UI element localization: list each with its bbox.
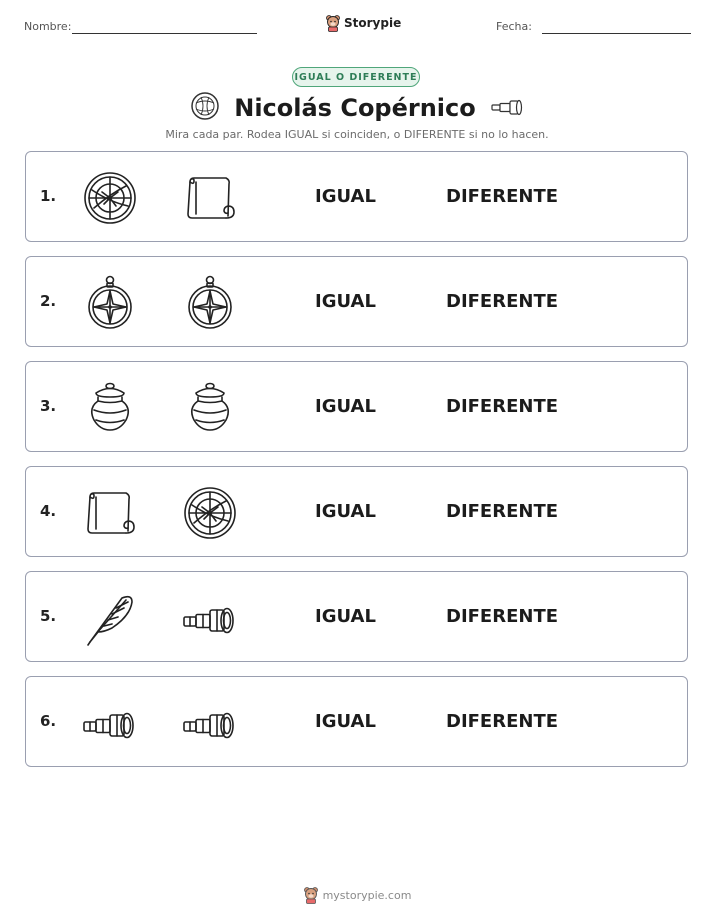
row-number: 5.: [40, 607, 57, 625]
option-different[interactable]: DIFERENTE: [446, 606, 559, 627]
pair-row: [25, 256, 688, 347]
armillary-sphere-icon: [82, 170, 138, 226]
row-number: 1.: [40, 187, 57, 205]
pair-row: [25, 361, 688, 452]
pot-icon: [182, 380, 238, 436]
option-same[interactable]: IGUAL: [315, 711, 376, 732]
row-number: 4.: [40, 502, 57, 520]
row-number: 3.: [40, 397, 57, 415]
footer: [0, 884, 714, 906]
quill-icon: [82, 590, 138, 646]
name-label: Nombre:: [24, 20, 72, 33]
brand-name: Storypie: [344, 16, 402, 30]
option-different[interactable]: DIFERENTE: [446, 291, 559, 312]
bear-mascot-icon: [325, 14, 341, 32]
scroll-icon: [182, 170, 238, 226]
instructions: Mira cada par. Rodea IGUAL si coinciden, o DIFERENTE si no lo hacen.: [165, 128, 549, 141]
option-same[interactable]: IGUAL: [315, 291, 376, 312]
option-same[interactable]: IGUAL: [315, 501, 376, 522]
pot-icon: [82, 380, 138, 436]
scroll-icon: [82, 485, 138, 541]
pair-row: [25, 466, 688, 557]
option-same[interactable]: IGUAL: [315, 396, 376, 417]
name-field[interactable]: [72, 33, 257, 34]
armillary-sphere-icon: [182, 485, 238, 541]
option-same[interactable]: IGUAL: [315, 186, 376, 207]
brand-logo: [325, 13, 401, 33]
option-different[interactable]: DIFERENTE: [446, 501, 559, 522]
row-number: 6.: [40, 712, 57, 730]
pair-row: [25, 151, 688, 242]
page-title: Nicolás Copérnico: [234, 94, 476, 122]
telescope-icon: [490, 96, 524, 121]
option-different[interactable]: DIFERENTE: [446, 396, 559, 417]
compass-icon: [82, 275, 138, 331]
row-number: 2.: [40, 292, 57, 310]
pair-row: [25, 571, 688, 662]
activity-badge: IGUAL O DIFERENTE: [292, 67, 420, 87]
bear-mascot-icon: [303, 886, 319, 904]
telescope-icon: [182, 590, 238, 646]
option-different[interactable]: DIFERENTE: [446, 711, 559, 732]
telescope-icon: [82, 695, 138, 751]
option-different[interactable]: DIFERENTE: [446, 186, 559, 207]
option-same[interactable]: IGUAL: [315, 606, 376, 627]
compass-icon: [182, 275, 238, 331]
telescope-icon: [182, 695, 238, 751]
title-row: [0, 90, 714, 126]
pair-row: [25, 676, 688, 767]
date-field[interactable]: [542, 33, 691, 34]
footer-site[interactable]: mystorypie.com: [322, 888, 412, 902]
globe-icon: [190, 91, 220, 126]
date-label: Fecha:: [496, 20, 532, 33]
